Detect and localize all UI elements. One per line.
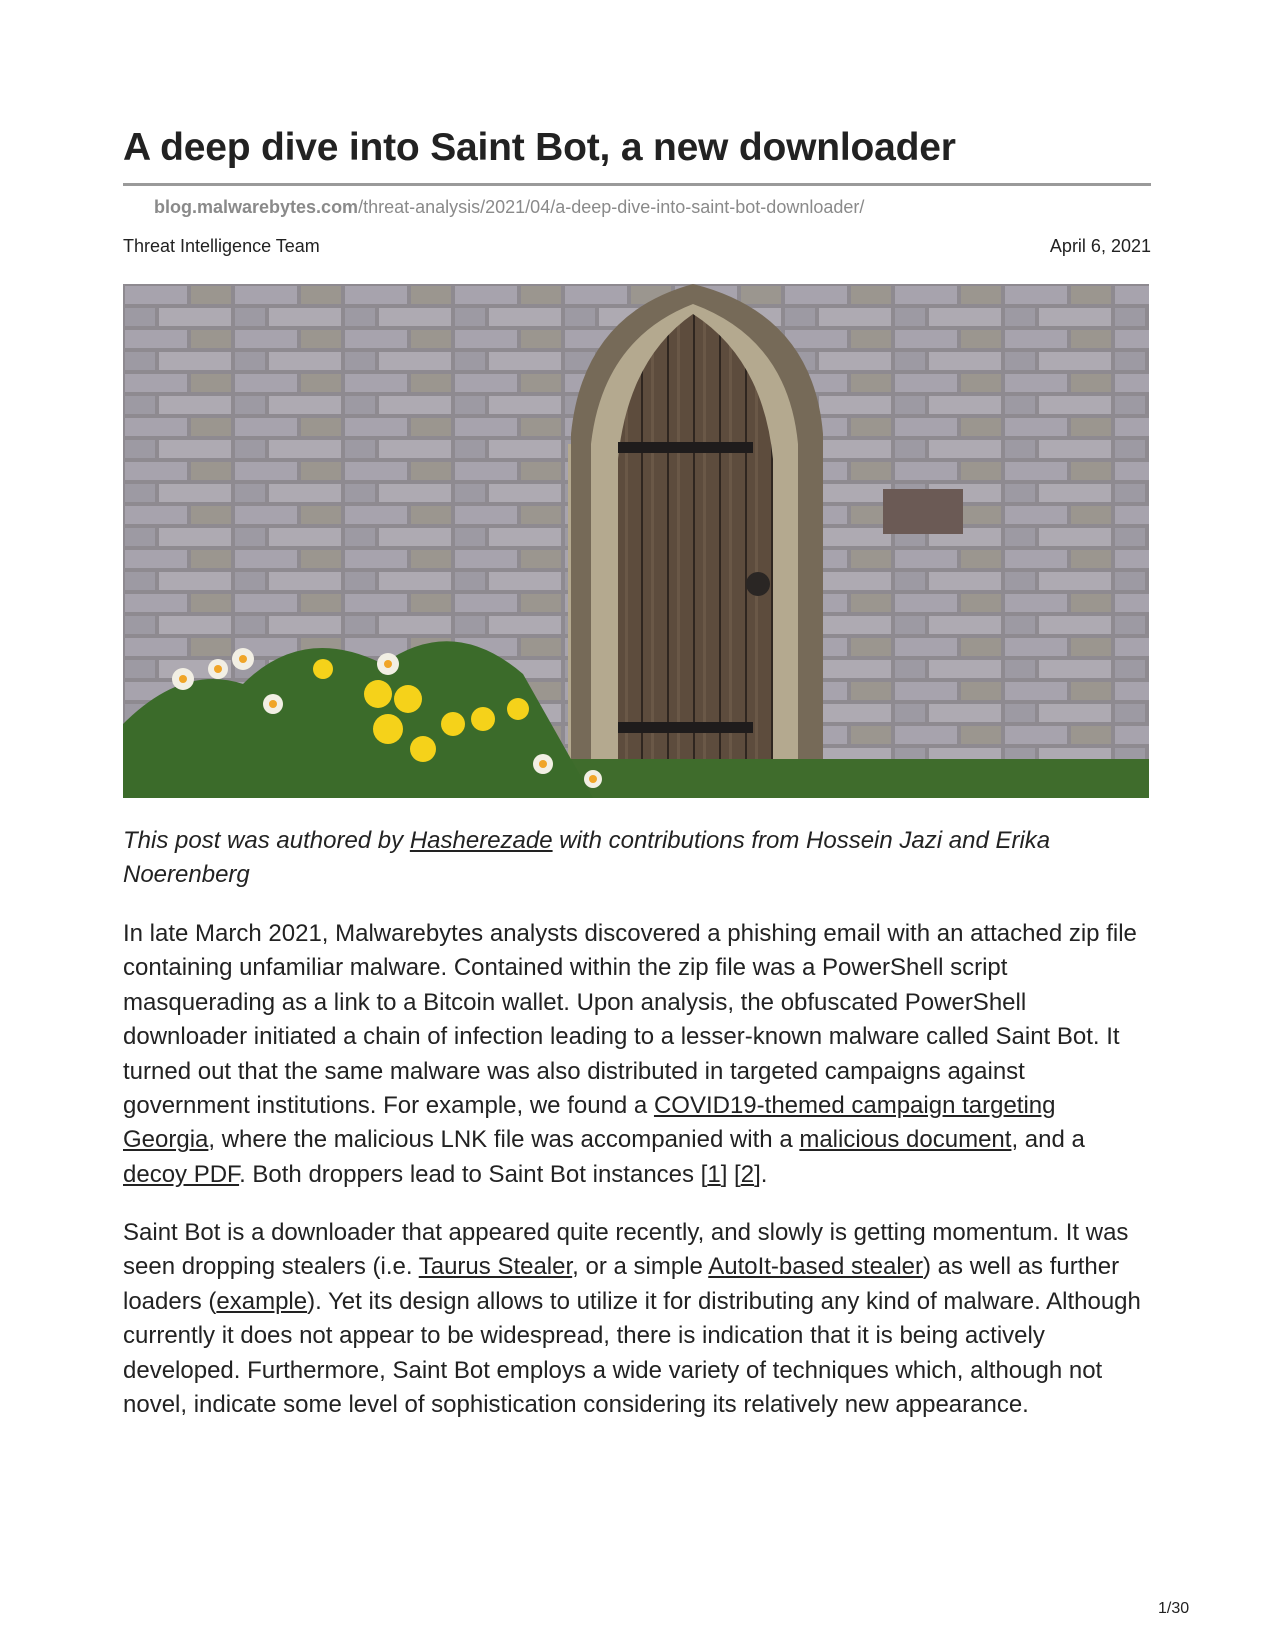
text-span: ). Yet its design allows to utilize it for distributing any kind of malware. Although currently it does not appear to be widespread, there is indication that it is being actively developed. Furthermore, Saint Bot employs a wide variety of techniques which, although not novel, indicate some level of sophistication considering its relatively new appearance.	[123, 1287, 1141, 1419]
page-number: 1/30	[1158, 1600, 1190, 1617]
source-path: /threat-analysis/2021/04/a-deep-dive-into-saint-bot-downloader/	[358, 197, 865, 217]
authorship-note	[123, 824, 1151, 892]
text-span: In late March 2021, Malwarebytes analysts discovered a phishing email with an attached zip file containing unfamiliar malware. Contained within the zip file was a PowerShell script masquerading as a link to a Bitcoin wallet. Upon analysis, the obfuscated PowerShell downloader initiated a chain of infection leading to a lesser-known malware called Saint Bot. It turned out that the same malware was also distributed in targeted campaigns against government institutions. For example, we found a	[123, 920, 1137, 1120]
source-domain: blog.malwarebytes.com	[154, 197, 359, 217]
byline-suffix: with contributions from Hossein Jazi and Erika Noerenberg	[123, 827, 1051, 888]
reference-2-link[interactable]: 2	[740, 1160, 755, 1188]
intro-paragraph	[123, 917, 1151, 1192]
text-span: ] [	[720, 1160, 741, 1188]
taurus-stealer-link[interactable]: Taurus Stealer	[418, 1253, 573, 1281]
text-span: . Both droppers lead to Saint Bot instances [	[239, 1160, 708, 1188]
decoy-pdf-link[interactable]: decoy PDF	[123, 1160, 240, 1188]
text-span: Saint Bot is a downloader that appeared quite recently, and slowly is getting momentum. It was seen dropping stealers (i.e.	[123, 1219, 1129, 1281]
text-span: , and a	[1011, 1126, 1085, 1154]
hero-image	[123, 284, 1149, 798]
text-span: ].	[754, 1160, 768, 1188]
covid19-campaign-link[interactable]: COVID19-themed campaign targeting Georgia	[123, 1092, 1056, 1154]
source-url	[154, 197, 864, 218]
hasherezade-link[interactable]: Hasherezade	[409, 827, 553, 854]
article-author: Threat Intelligence Team	[123, 236, 320, 256]
text-span: ) as well as further loaders (	[123, 1253, 1120, 1315]
overview-paragraph	[123, 1216, 1151, 1422]
title-divider	[123, 183, 1151, 186]
article-date: April 6, 2021	[1049, 236, 1151, 256]
byline-prefix: This post was authored by	[123, 827, 410, 854]
text-span: , or a simple	[572, 1253, 709, 1281]
autoit-stealer-link[interactable]: AutoIt-based stealer	[708, 1253, 924, 1281]
malicious-document-link[interactable]: malicious document	[799, 1126, 1012, 1154]
article-title: A deep dive into Saint Bot, a new downloader	[123, 126, 956, 169]
reference-1-link[interactable]: 1	[707, 1160, 721, 1188]
text-span: , where the malicious LNK file was accompanied with a	[208, 1126, 800, 1154]
example-link[interactable]: example	[216, 1287, 308, 1315]
